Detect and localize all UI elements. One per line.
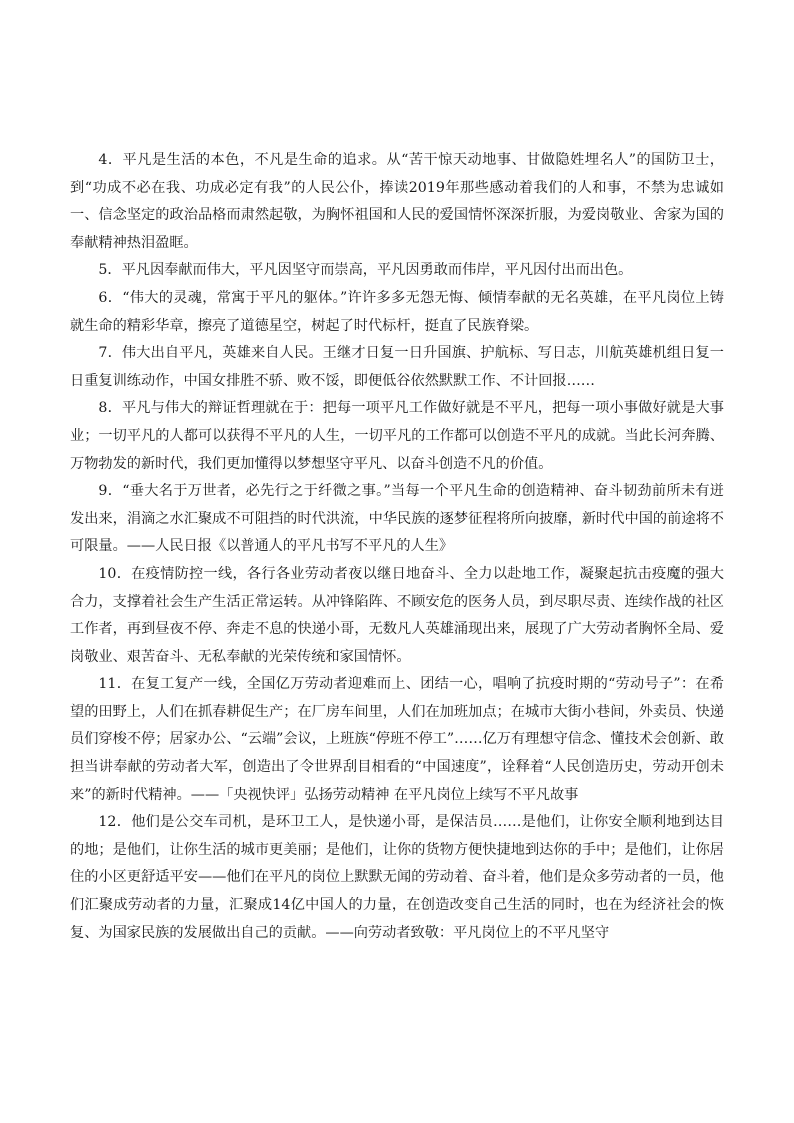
paragraph-12: 12．他们是公交车司机，是环卫工人，是快递小哥，是保洁员……是他们，让你安全顺利地到达目的地；是他们，让你生活的城市更美丽；是他们，让你的货物方便快捷地到达你的手中；是他们，让你居住的小区更舒适平安——他们在平凡的岗位上默默无闻的劳动着、奋斗着，他们是众多劳动者的一员，他们汇聚成劳动者的力量，汇聚成14亿中国人的力量，在创造改变自己生活的同时，也在为经济社会的恢复、为国家民族的发展做出自己的贡献。——向劳动者致敬：平凡岗位上的不平凡坚守	[70, 814, 724, 941]
paragraph-4: 4．平凡是生活的本色，不凡是生命的追求。从“苦干惊天动地事、甘做隐姓埋名人”的国防卫士，到“功成不必在我、功成必定有我”的人民公仆，捧读2019年那些感动着我们的人和事，不禁为忠诚如一、信念坚定的政治品格而肃然起敬，为胸怀祖国和人民的爱国情怀深深折服，为爱岗敬业、舍家为国的奉献精神热泪盈眶。	[70, 152, 724, 251]
paragraph-6: 6．“伟大的灵魂，常寓于平凡的躯体。”许许多多无怨无悔、倾情奉献的无名英雄，在平凡岗位上铸就生命的精彩华章，擦亮了道德星空，树起了时代标杆，挺直了民族脊梁。	[70, 289, 724, 334]
paragraph-7: 7．伟大出自平凡，英雄来自人民。王继才日复一日升国旗、护航标、写日志，川航英雄机组日复一日重复训练动作，中国女排胜不骄、败不馁，即便低谷依然默默工作、不计回报……	[70, 345, 724, 389]
paragraph-8: 8．平凡与伟大的辩证哲理就在于：把每一项平凡工作做好就是不平凡，把每一项小事做好就是大事业；一切平凡的人都可以获得不平凡的人生，一切平凡的工作都可以创造不平凡的成就。当此长河奔腾、万物勃发的新时代，我们更加懂得以梦想坚守平凡、以奋斗创造不凡的价值。	[70, 400, 724, 472]
paragraph-5: 5．平凡因奉献而伟大，平凡因坚守而崇高，平凡因勇敢而伟岸，平凡因付出而出色。	[98, 262, 633, 279]
paragraph-11: 11．在复工复产一线，全国亿万劳动者迎难而上、团结一心，唱响了抗疫时期的“劳动号子”：在希望的田野上，人们在抓春耕促生产；在厂房车间里，人们在加班加点；在城市大街小巷间，外卖员、快递员们穿梭不停；居家办公、“云端”会议，上班族“停班不停工”……亿万有理想守信念、懂技术会创新、敢担当讲奉献的劳动者大军，创造出了令世界刮目相看的“中国速度”，诠释着“人民创造历史，劳动开创未来”的新时代精神。——「央视快评」弘扬劳动精神 在平凡岗位上续写不平凡故事	[70, 676, 724, 803]
paragraph-10: 10．在疫情防控一线，各行各业劳动者夜以继日地奋斗、全力以赴地工作，凝聚起抗击疫魔的强大合力，支撑着社会生产生活正常运转。从冲锋陷阵、不顾安危的医务人员，到尽职尽责、连续作战的社区工作者，再到昼夜不停、奔走不息的快递小哥，无数凡人英雄涌现出来，展现了广大劳动者胸怀全局、爱岗敬业、艰苦奋斗、无私奉献的光荣传统和家国情怀。	[70, 565, 724, 665]
document-body	[70, 147, 724, 947]
paragraph-9: 9．“垂大名于万世者，必先行之于纤微之事。”当每一个平凡生命的创造精神、奋斗韧劲前所未有迸发出来，涓滴之水汇聚成不可阻挡的时代洪流，中华民族的逐梦征程将所向披靡，新时代中国的前途将不可限量。——人民日报《以普通人的平凡书写不平凡的人生》	[70, 483, 724, 555]
